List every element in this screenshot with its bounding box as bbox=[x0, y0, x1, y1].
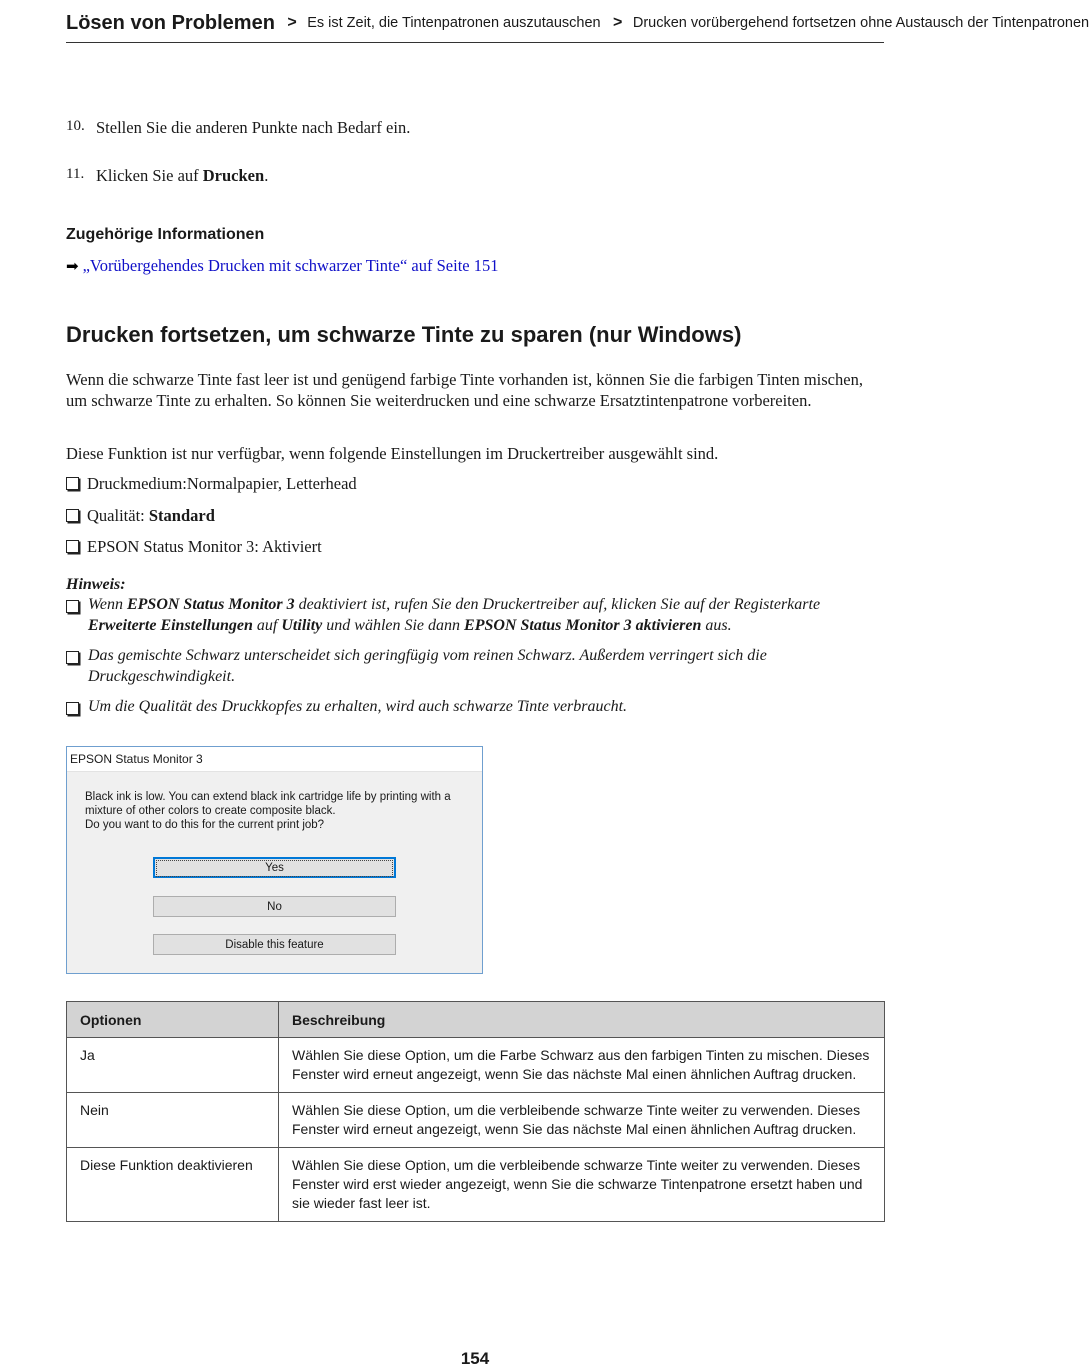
table-cell-option: Diese Funktion deaktivieren bbox=[67, 1148, 279, 1222]
list-item bbox=[66, 506, 215, 526]
yes-button[interactable]: Yes bbox=[153, 857, 396, 878]
breadcrumb bbox=[66, 10, 1089, 43]
dialog-title: EPSON Status Monitor 3 bbox=[67, 747, 482, 772]
table-cell-option: Nein bbox=[67, 1093, 279, 1148]
options-table bbox=[66, 1001, 885, 1222]
list-item bbox=[66, 537, 322, 557]
step-item bbox=[66, 118, 410, 138]
section-paragraph: Diese Funktion ist nur verfügbar, wenn folgende Einstellungen im Druckertreiber ausgewählt sind. bbox=[66, 444, 719, 463]
note-text: Wenn EPSON Status Monitor 3 deaktiviert ist, rufen Sie den Druckertreiber auf, klicken Sie auf der Registerkarte Erweiterte Einstellungen auf Utility und wählen Sie dann EPSON Status Monitor 3 aktivieren aus. bbox=[88, 596, 821, 634]
arrow-right-icon: ➡ bbox=[66, 257, 79, 275]
checkbox-bullet-icon bbox=[66, 540, 79, 553]
dialog-message: Black ink is low. You can extend black ink cartridge life by printing with a mixture of other colors to create composite black. Do you want to do this for the current print job? bbox=[85, 791, 451, 831]
note-text: Das gemischte Schwarz unterscheidet sich geringfügig vom reinen Schwarz. Außerdem verringert sich die Druckgeschwindigkeit. bbox=[88, 647, 767, 685]
section-title: Drucken fortsetzen, um schwarze Tinte zu sparen (nur Windows) bbox=[66, 322, 742, 347]
checkbox-bullet-icon bbox=[66, 600, 79, 613]
breadcrumb-item-print-temporarily: Drucken vorübergehend fortsetzen ohne Austausch der Tintenpatronen bbox=[632, 15, 1089, 31]
breadcrumb-main: Lösen von Problemen bbox=[66, 12, 275, 34]
table-cell-description: Wählen Sie diese Option, um die verbleibende schwarze Tinte weiter zu verwenden. Dieses Fenster wird erneut angezeigt, wenn Sie das nächste Mal einen ähnlichen Auftrag drucken. bbox=[279, 1093, 885, 1148]
note-item bbox=[66, 595, 876, 636]
list-item-text: Druckmedium:Normalpapier, Letterhead bbox=[87, 474, 357, 493]
note-text: Um die Qualität des Druckkopfes zu erhalten, wird auch schwarze Tinte verbraucht. bbox=[88, 698, 628, 715]
step-bold-text: Drucken bbox=[202, 166, 265, 185]
table-header-row bbox=[67, 1002, 885, 1038]
no-button[interactable]: No bbox=[153, 896, 396, 917]
table-cell-description: Wählen Sie diese Option, um die verbleibende schwarze Tinte weiter zu verwenden. Dieses Fenster wird erst wieder angezeigt, wenn Sie die schwarze Tintenpatrone ersetzt haben und sie wieder fast leer ist. bbox=[279, 1148, 885, 1222]
related-link-text[interactable]: „Vorübergehendes Drucken mit schwarzer Tinte“ auf Seite 151 bbox=[82, 256, 499, 275]
breadcrumb-separator-icon: > bbox=[613, 14, 623, 31]
status-monitor-dialog bbox=[66, 746, 483, 974]
list-item-text: Qualität: bbox=[87, 506, 149, 525]
disable-feature-button[interactable]: Disable this feature bbox=[153, 934, 396, 955]
step-number: 10. bbox=[66, 118, 85, 134]
related-info-title: Zugehörige Informationen bbox=[66, 226, 265, 243]
checkbox-bullet-icon bbox=[66, 477, 79, 490]
table-header-options: Optionen bbox=[67, 1002, 279, 1038]
page-number: 154 bbox=[460, 1349, 490, 1368]
list-item-text: EPSON Status Monitor 3: Aktiviert bbox=[87, 537, 322, 556]
related-info-link[interactable] bbox=[66, 256, 498, 276]
step-number: 11. bbox=[66, 166, 85, 182]
checkbox-bullet-icon bbox=[66, 702, 79, 715]
section-paragraph: Wenn die schwarze Tinte fast leer ist und genügend farbige Tinte vorhanden ist, können Sie die farbigen Tinten mischen, um schwarze Tinte zu erhalten. So können Sie weiterdrucken und eine schwarze Ersatztintenpatrone vorbereiten. bbox=[66, 370, 863, 410]
step-item bbox=[66, 166, 268, 186]
table-cell-description: Wählen Sie diese Option, um die Farbe Schwarz aus den farbigen Tinten zu mischen. Dieses Fenster wird erneut angezeigt, wenn Sie das nächste Mal einen ähnlichen Auftrag drucken. bbox=[279, 1038, 885, 1093]
note-item bbox=[66, 697, 876, 718]
step-text-end: . bbox=[264, 166, 269, 185]
list-item bbox=[66, 474, 357, 494]
checkbox-bullet-icon bbox=[66, 509, 79, 522]
table-header-description: Beschreibung bbox=[279, 1002, 885, 1038]
list-item-bold: Standard bbox=[148, 506, 215, 525]
table-row bbox=[67, 1148, 885, 1222]
breadcrumb-item-ink-replacement: Es ist Zeit, die Tintenpatronen auszutauschen bbox=[307, 15, 601, 31]
breadcrumb-separator-icon: > bbox=[287, 14, 297, 31]
step-text: Stellen Sie die anderen Punkte nach Bedarf ein. bbox=[96, 118, 411, 137]
checkbox-bullet-icon bbox=[66, 651, 79, 664]
table-row bbox=[67, 1038, 885, 1093]
note-item bbox=[66, 646, 876, 687]
table-row bbox=[67, 1093, 885, 1148]
table-cell-option: Ja bbox=[67, 1038, 279, 1093]
note-title: Hinweis: bbox=[66, 576, 126, 593]
step-text: Klicken Sie auf bbox=[96, 166, 203, 185]
